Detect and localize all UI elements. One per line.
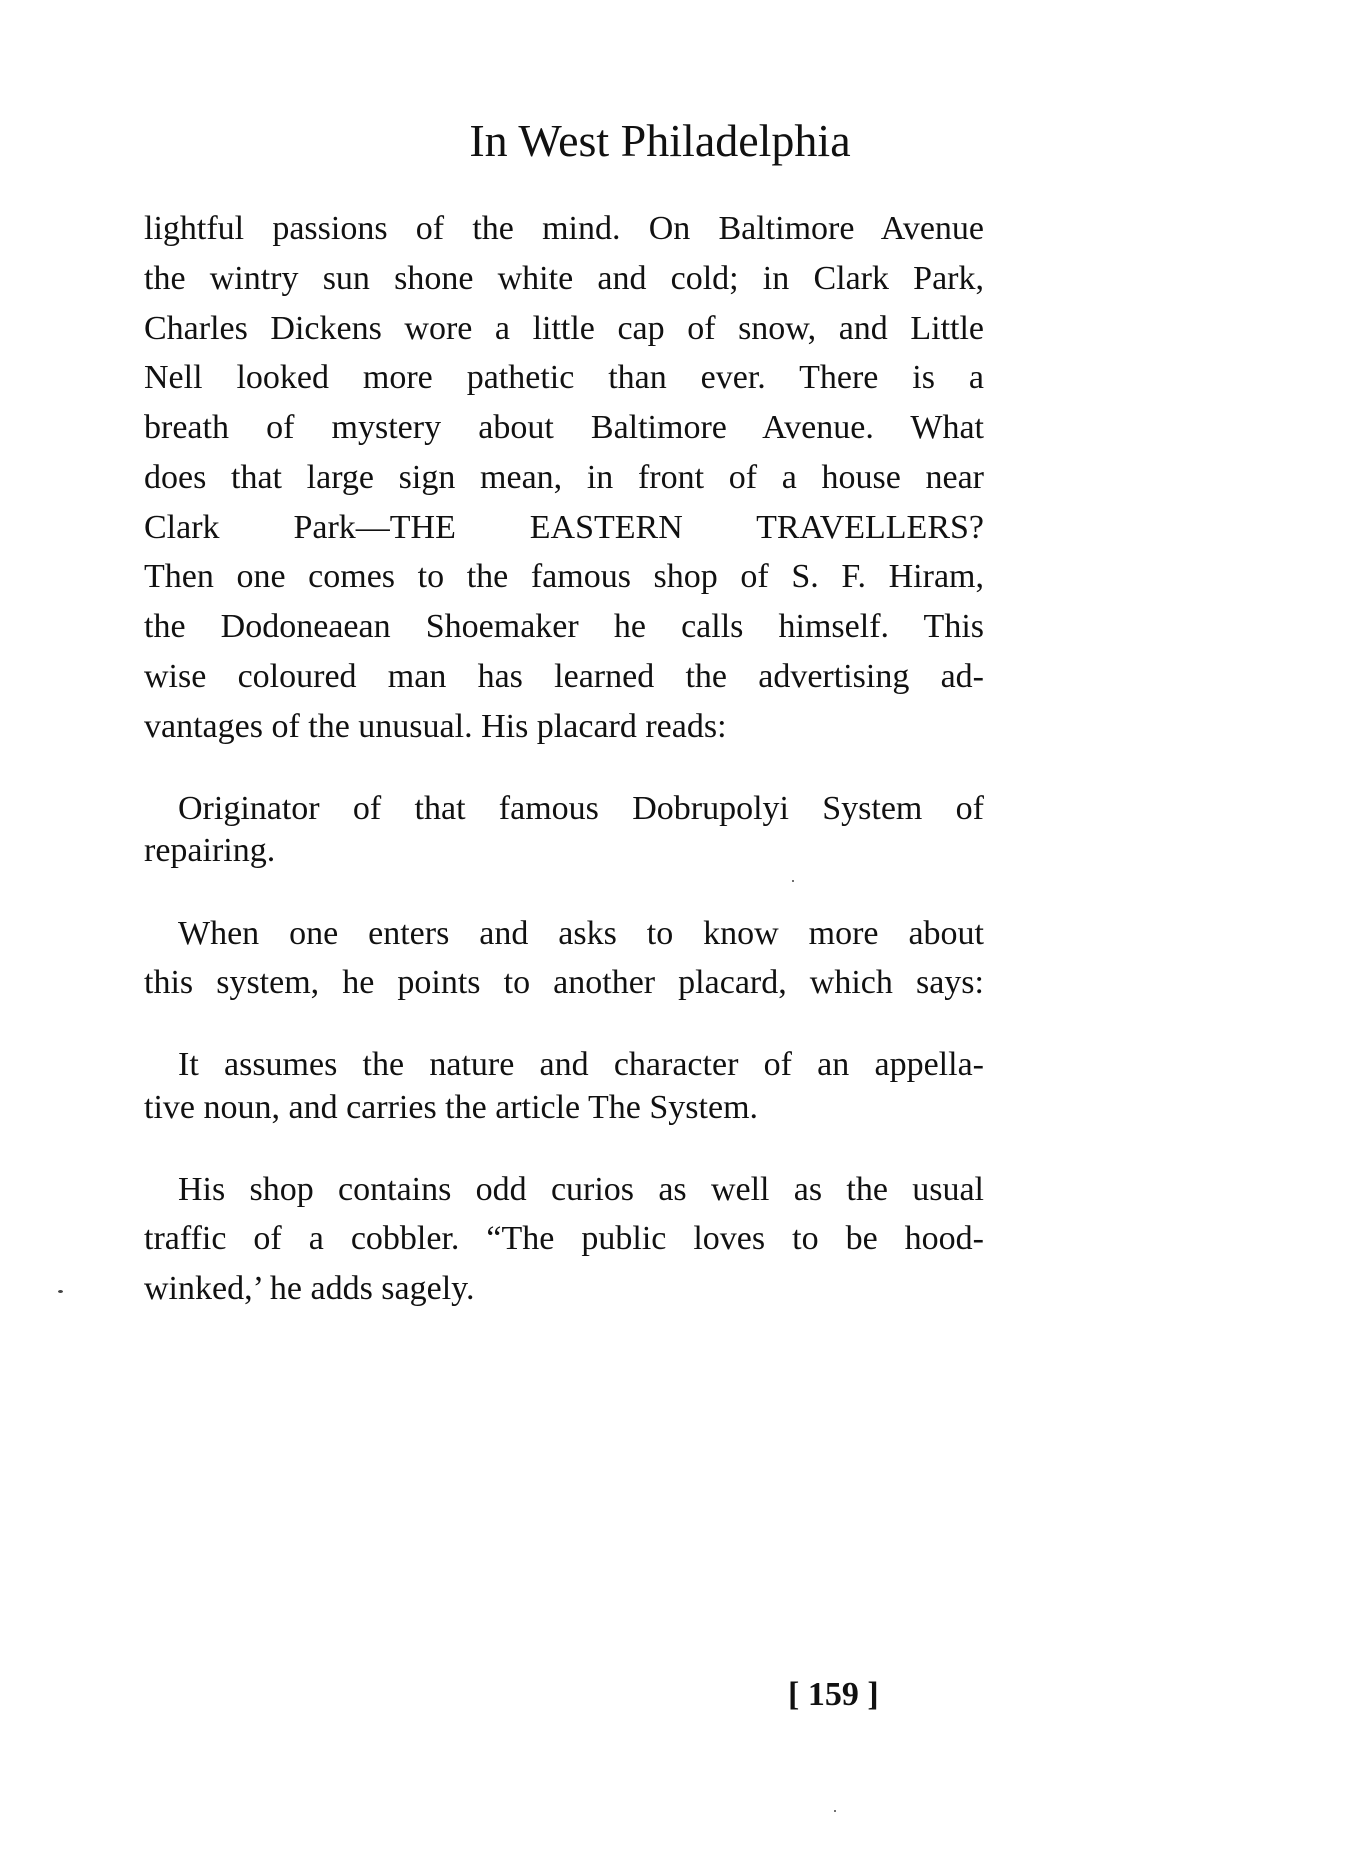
placard-quote-line: It assumes the nature and character of an appella- bbox=[178, 1046, 984, 1083]
body-line: wise coloured man has learned the advertising ad- bbox=[144, 658, 984, 695]
body-line: the wintry sun shone white and cold; in Clark Park, bbox=[144, 260, 984, 297]
body-line: lightful passions of the mind. On Baltimore Avenue bbox=[144, 210, 984, 247]
body-line: does that large sign mean, in front of a house near bbox=[144, 459, 984, 496]
scan-speck bbox=[792, 880, 794, 882]
body-line: vantages of the unusual. His placard reads: bbox=[144, 708, 727, 745]
body-line: the Dodoneaean Shoemaker he calls himself. This bbox=[144, 608, 984, 645]
body-line: this system, he points to another placard, which says: bbox=[144, 964, 984, 1001]
body-line: winked,’ he adds sagely. bbox=[144, 1270, 475, 1307]
body-line: Charles Dickens wore a little cap of snow, and Little bbox=[144, 310, 984, 347]
body-line: Nell looked more pathetic than ever. There is a bbox=[144, 359, 984, 396]
body-line: His shop contains odd curios as well as the usual bbox=[178, 1171, 984, 1208]
scan-speck bbox=[58, 1290, 63, 1293]
body-line: Clark Park—THE EASTERN TRAVELLERS? bbox=[144, 509, 984, 546]
scan-speck bbox=[834, 1810, 836, 1812]
body-line: When one enters and asks to know more about bbox=[178, 915, 984, 952]
placard-quote-line: repairing. bbox=[144, 832, 276, 869]
body-line: Then one comes to the famous shop of S. F. Hiram, bbox=[144, 558, 984, 595]
placard-quote-line: Originator of that famous Dobrupolyi System of bbox=[178, 790, 984, 827]
placard-quote-line: tive noun, and carries the article The System. bbox=[144, 1089, 759, 1126]
running-head-title: In West Philadelphia bbox=[469, 115, 851, 166]
page-number: [ 159 ] bbox=[788, 1676, 879, 1713]
body-line: breath of mystery about Baltimore Avenue. What bbox=[144, 409, 984, 446]
body-line: traffic of a cobbler. “The public loves to be hood- bbox=[144, 1220, 984, 1257]
